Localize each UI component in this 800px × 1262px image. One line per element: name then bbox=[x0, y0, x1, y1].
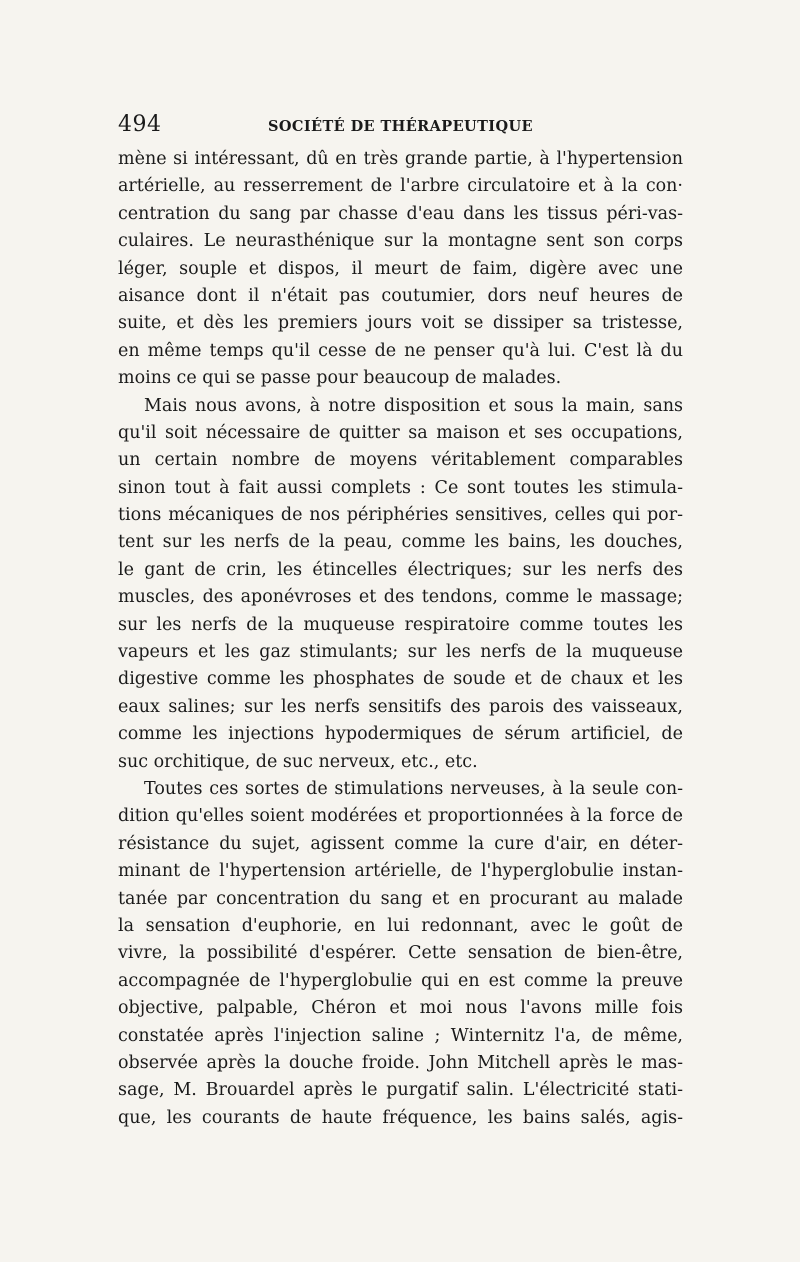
body-text bbox=[118, 146, 683, 1132]
text-line: tanée par concentration du sang et en procurant au malade bbox=[118, 888, 683, 909]
text-line: muscles, des aponévroses et des tendons, comme le massage; bbox=[118, 587, 683, 608]
text-line: que, les courants de haute fréquence, les bains salés, agis- bbox=[118, 1107, 683, 1128]
text-line: objective, palpable, Chéron et moi nous l'avons mille fois bbox=[118, 998, 683, 1019]
text-line: un certain nombre de moyens véritablement comparables bbox=[118, 450, 683, 471]
text-line: vivre, la possibilité d'espérer. Cette sensation de bien-être, bbox=[118, 943, 683, 964]
text-line: tions mécaniques de nos périphéries sensitives, celles qui por- bbox=[118, 505, 683, 526]
text-line: digestive comme les phosphates de soude et de chaux et les bbox=[118, 669, 683, 690]
text-line: Mais nous avons, à notre disposition et sous la main, sans bbox=[144, 395, 683, 416]
page-number: 494 bbox=[118, 112, 162, 137]
text-line: le gant de crin, les étincelles électriques; sur les nerfs des bbox=[118, 559, 683, 580]
text-line: Toutes ces sortes de stimulations nerveuses, à la seule con- bbox=[144, 778, 683, 799]
text-line: vapeurs et les gaz stimulants; sur les nerfs de la muqueuse bbox=[118, 642, 683, 663]
text-line: léger, souple et dispos, il meurt de faim, digère avec une bbox=[118, 258, 683, 279]
text-line: aisance dont il n'était pas coutumier, dors neuf heures de bbox=[118, 285, 683, 306]
text-line: dition qu'elles soient modérées et proportionnées à la force de bbox=[118, 806, 683, 827]
text-line: eaux salines; sur les nerfs sensitifs des parois des vaisseaux, bbox=[118, 696, 683, 717]
text-line: suc orchitique, de suc nerveux, etc., etc. bbox=[118, 751, 478, 772]
text-line: culaires. Le neurasthénique sur la montagne sent son corps bbox=[118, 231, 683, 252]
text-line: qu'il soit nécessaire de quitter sa maison et ses occupations, bbox=[118, 422, 683, 443]
text-line: constatée après l'injection saline ; Winternitz l'a, de même, bbox=[118, 1025, 683, 1046]
text-line: la sensation d'euphorie, en lui redonnant, avec le goût de bbox=[118, 915, 683, 936]
text-line: résistance du sujet, agissent comme la cure d'air, en déter- bbox=[118, 833, 683, 854]
text-line: sage, M. Brouardel après le purgatif salin. L'électricité stati- bbox=[118, 1080, 683, 1101]
text-line: sinon tout à fait aussi complets : Ce sont toutes les stimula- bbox=[118, 477, 683, 498]
text-line: mène si intéressant, dû en très grande partie, à l'hypertension bbox=[118, 149, 683, 169]
text-line: moins ce qui se passe pour beaucoup de malades. bbox=[118, 368, 562, 389]
text-line: observée après la douche froide. John Mitchell après le mas- bbox=[118, 1052, 683, 1073]
text-line: en même temps qu'il cesse de ne penser qu'à lui. C'est là du bbox=[118, 340, 683, 361]
page-header bbox=[118, 112, 680, 142]
text-line: suite, et dès les premiers jours voit se dissiper sa tristesse, bbox=[118, 313, 683, 334]
text-line: tent sur les nerfs de la peau, comme les bains, les douches, bbox=[118, 532, 683, 553]
running-title: SOCIÉTÉ DE THÉRAPEUTIQUE bbox=[268, 118, 533, 135]
text-line: minant de l'hypertension artérielle, de l'hyperglobulie instan- bbox=[118, 861, 683, 882]
text-line: accompagnée de l'hyperglobulie qui en est comme la preuve bbox=[118, 970, 683, 991]
text-line: centration du sang par chasse d'eau dans les tissus péri-vas- bbox=[118, 203, 683, 224]
text-line: sur les nerfs de la muqueuse respiratoire comme toutes les bbox=[118, 614, 683, 635]
text-line: artérielle, au resserrement de l'arbre circulatoire et à la con· bbox=[118, 176, 683, 197]
text-line: comme les injections hypodermiques de sérum artificiel, de bbox=[118, 724, 683, 745]
